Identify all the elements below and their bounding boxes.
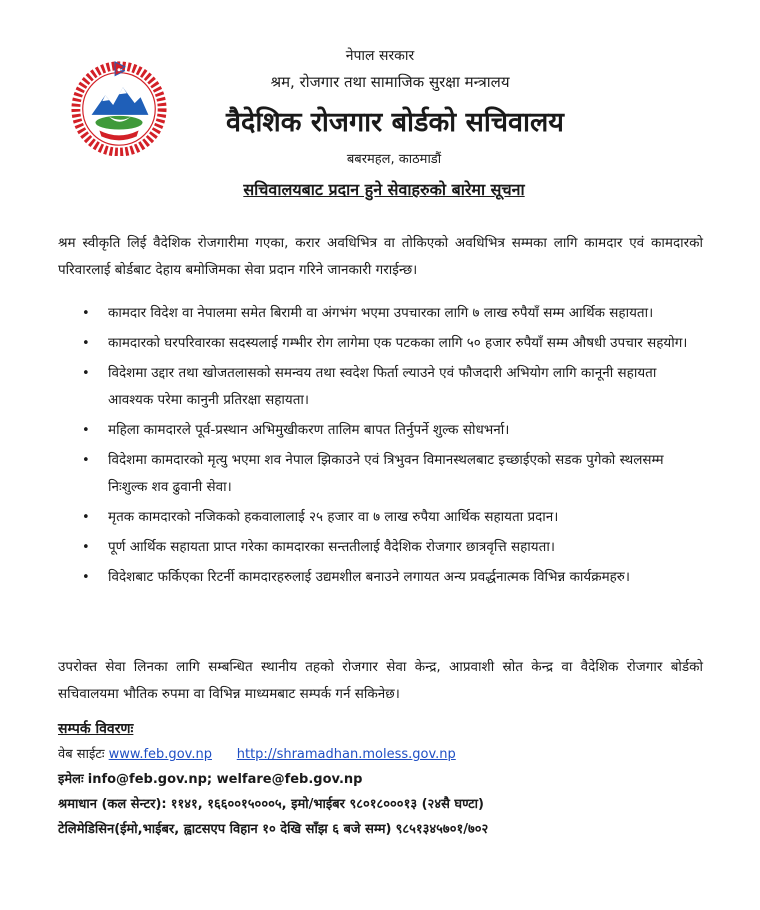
notice-title: सचिवालयबाट प्रदान हुने सेवाहरुको बारेमा सूचना [243, 180, 525, 199]
website-row [58, 742, 718, 767]
contact-heading: सम्पर्क विवरणः [58, 721, 134, 737]
list-item: • पूर्ण आर्थिक सहायता प्राप्त गरेका कामदारका सन्ततीलाई वैदेशिक रोजगार छात्रवृत्ति सहायता। [58, 534, 703, 561]
government-name: नेपाल सरकार [345, 48, 415, 64]
list-item: • कामदारको घरपरिवारका सदस्यलाई गम्भीर रोग लागेमा एक पटकका लागि ५० हजार रुपैयाँ सम्म औषधी उपचार सहयोग। [58, 330, 703, 357]
list-item: • मृतक कामदारको नजिकको हकवालालाई २५ हजार वा ७ लाख रुपैया आर्थिक सहायता प्रदान। [58, 504, 703, 531]
list-item: • विदेशमा कामदारको मृत्यु भएमा शव नेपाल झिकाउने एवं त्रिभुवन विमानस्थलबाट इच्छाईएको सडक पुगेको स्थलसम्म निःशुल्क शव ढुवानी सेवा। [58, 447, 703, 501]
intro-paragraph: श्रम स्वीकृति लिई वैदेशिक रोजगारीमा गएका, करार अवधिभित्र वा तोकिएको अवधिभित्र सम्मका लागि कामदार एवं कामदारको परिवारलाई बोर्डबाट देहाय बमोजिमका सेवा प्रदान गरिने जानकारी गराईन्छ। [58, 235, 703, 278]
call-center-row [58, 792, 718, 817]
email-label: इमेलः [58, 772, 84, 787]
list-item: • विदेशबाट फर्किएका रिटर्नी कामदारहरुलाई उद्यमशील बनाउने लगायत अन्य प्रवर्द्धनात्मक विभिन्न कार्यक्रमहरु। [58, 564, 703, 591]
email-addresses: info@feb.gov.np; welfare@feb.gov.np [87, 772, 363, 787]
telemedicine-row [58, 817, 718, 842]
office-address: बबरमहल, काठमाडौं [346, 152, 442, 167]
contact-details [58, 717, 718, 842]
telemedicine-numbers: ९८५१३४५७०१/७०२ [395, 822, 489, 837]
website-label: वेब साईटः [58, 747, 105, 762]
services-list [58, 300, 703, 591]
list-item: • महिला कामदारले पूर्व-प्रस्थान अभिमुखीकरण तालिम बापत तिर्नुपर्ने शुल्क सोधभर्ना। [58, 417, 703, 444]
feb-website-link[interactable]: www.feb.gov.np [108, 747, 212, 762]
call-center-numbers: ११४१, १६६००१५०००५, इमो/भाईबर ९८०१८०००१३ (२४सै घण्टा) [170, 797, 484, 812]
board-secretariat-title: वैदेशिक रोजगार बोर्डको सचिवालय [226, 107, 564, 138]
closing-paragraph: उपरोक्त सेवा लिनका लागि सम्बन्धित स्थानीय तहको रोजगार सेवा केन्द्र, आप्रवाशी स्रोत केन्द्र वा वैदेशिक रोजगार बोर्डको सचिवालयमा भौतिक रुपमा वा विभिन्न माध्यमबाट सम्पर्क गर्न सकिनेछ। [58, 659, 703, 702]
list-item: • विदेशमा उद्दार तथा खोजतलासको समन्वय तथा स्वदेश फिर्ता ल्याउने एवं फौजदारी अभियोग लागि कानूनी सहायता आवश्यक परेमा कानुनी प्रतिरक्षा सहायता। [58, 360, 703, 414]
call-center-label: श्रमाधान (कल सेन्टर): [58, 797, 167, 812]
ministry-name: श्रम, रोजगार तथा सामाजिक सुरक्षा मन्त्रालय [270, 73, 510, 91]
email-row [58, 767, 718, 792]
list-item: • कामदार विदेश वा नेपालमा समेत बिरामी वा अंगभंग भएमा उपचारका लागि ७ लाख रुपैयाँ सम्म आर्थिक सहायता। [58, 300, 703, 327]
telemedicine-label: टेलिमेडिसिन(ईमो,भाईबर, ह्वाटसएप विहान १० देखि साँझ ६ बजे सम्म) [58, 822, 392, 837]
shramadhan-website-link[interactable]: http://shramadhan.moless.gov.np [236, 747, 456, 762]
